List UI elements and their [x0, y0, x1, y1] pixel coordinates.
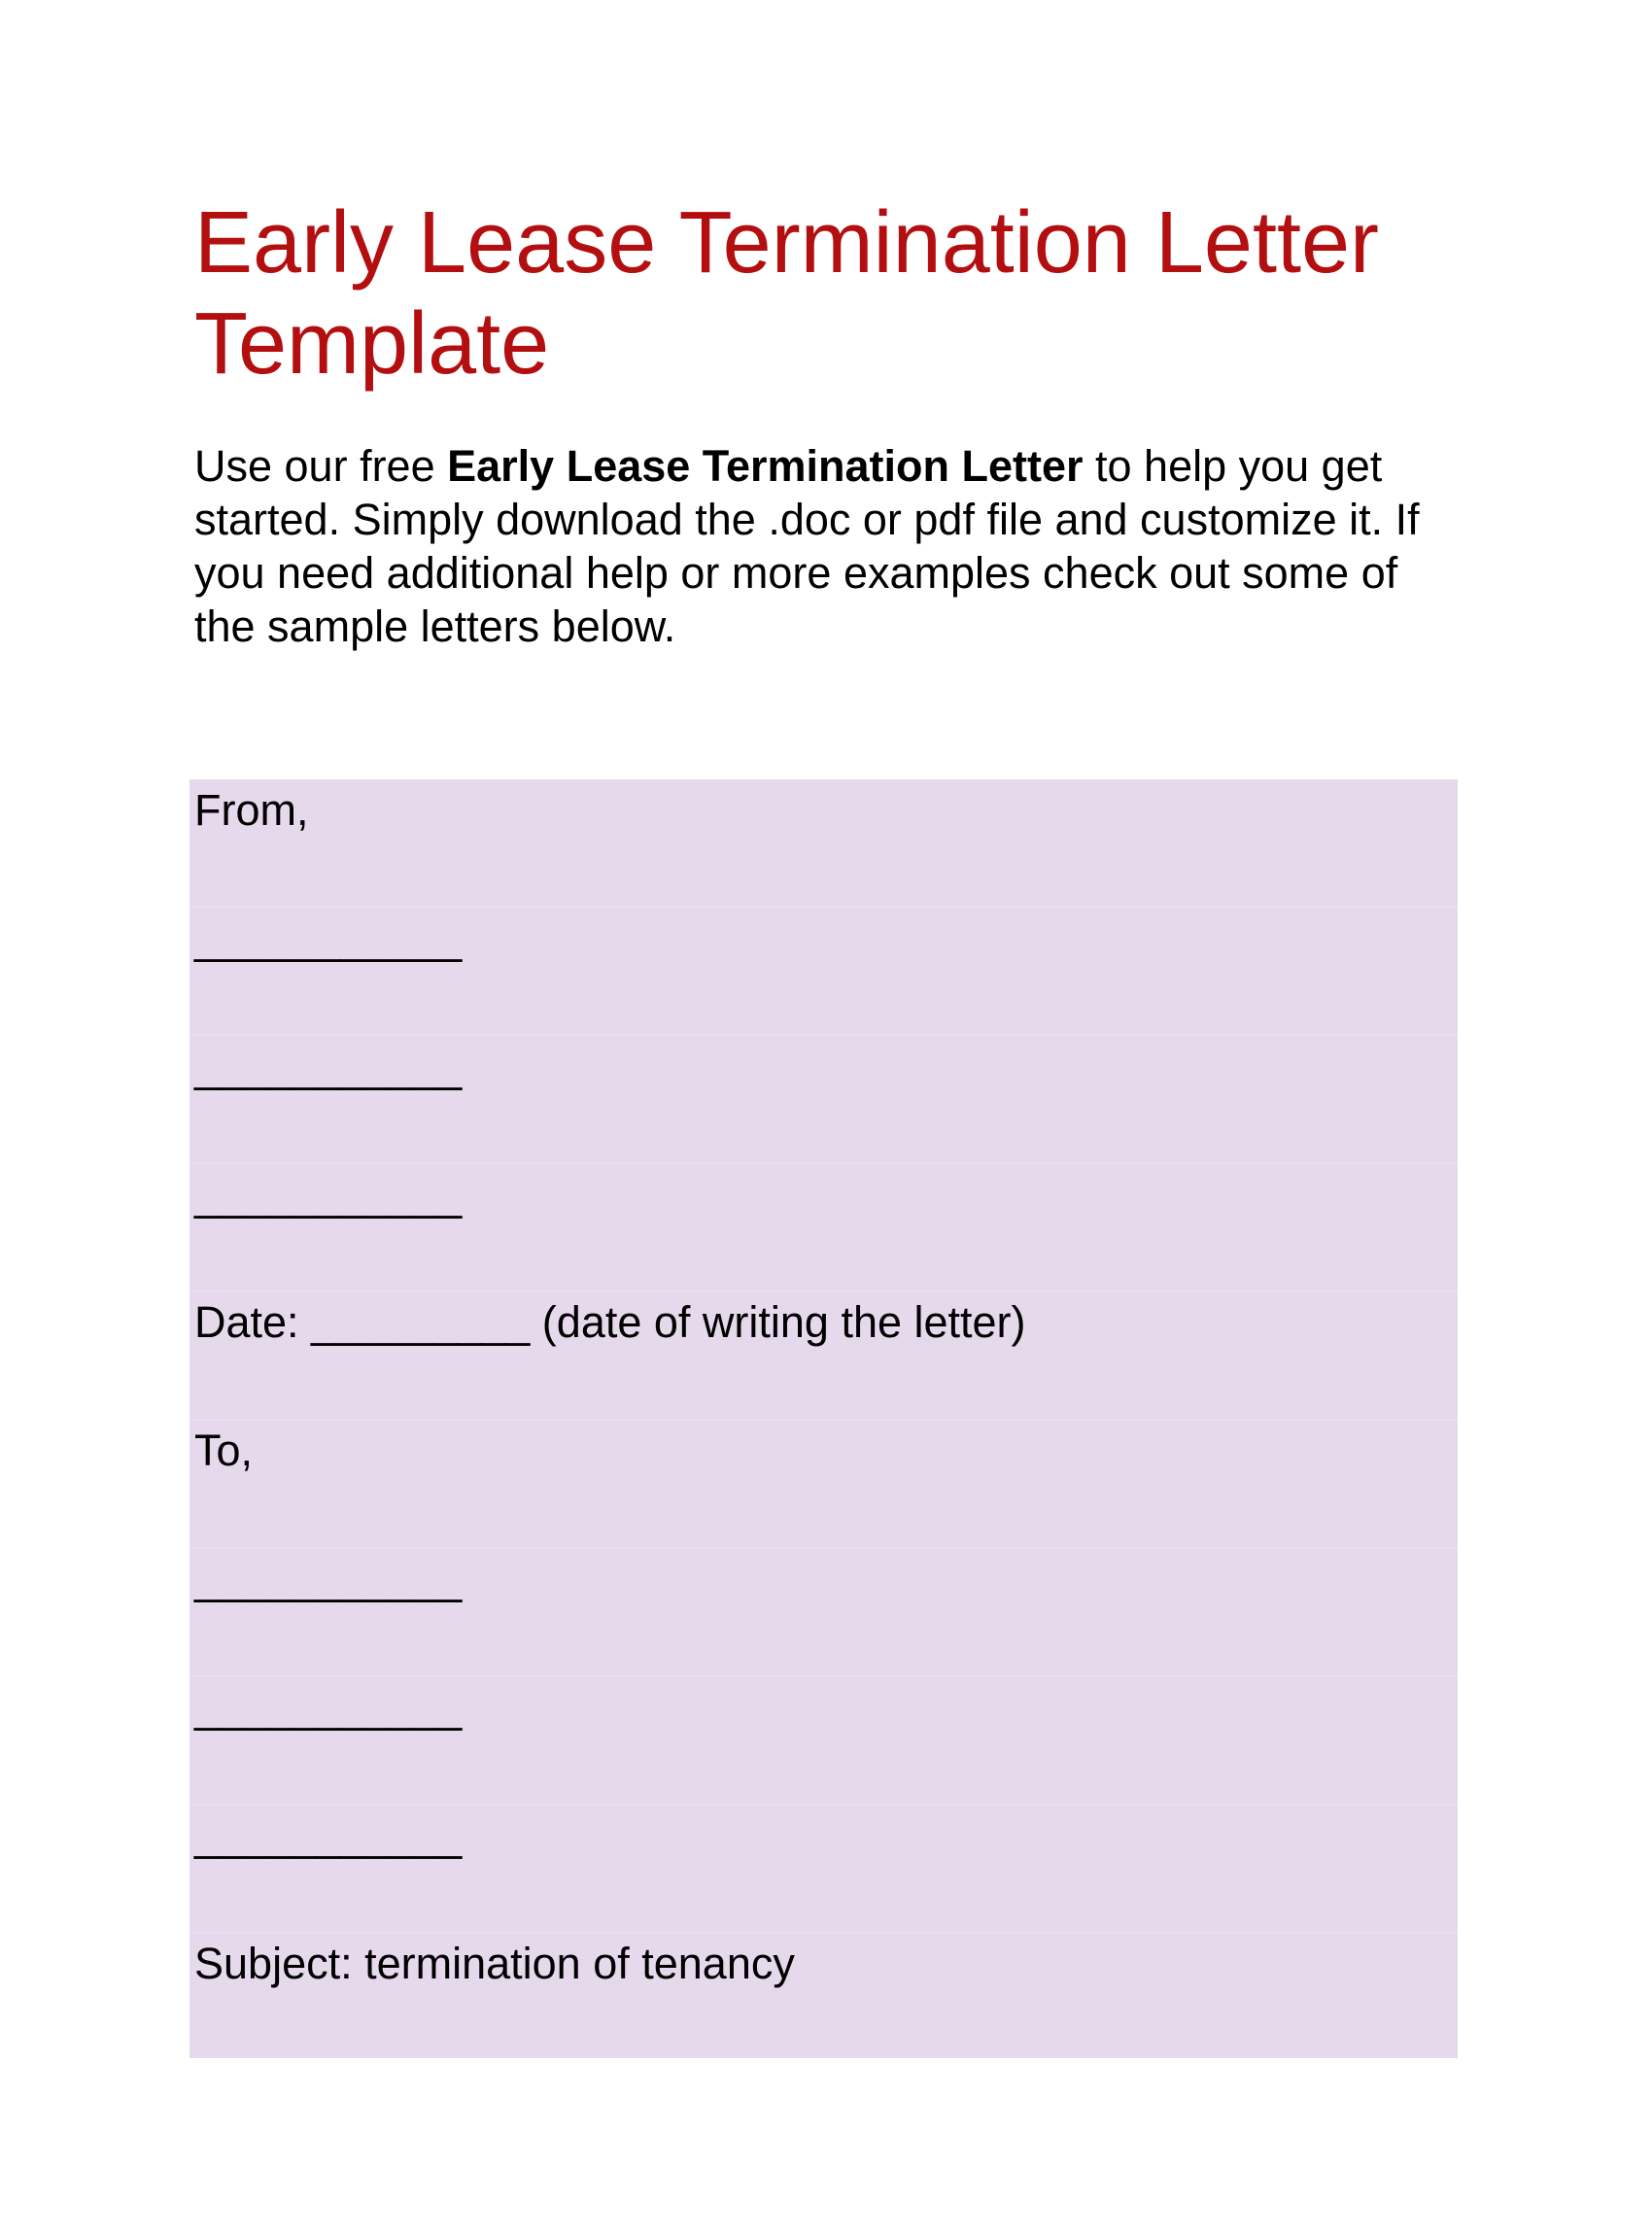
to-address-blank: ___________	[194, 1810, 463, 1860]
page-title: Early Lease Termination Letter Template	[194, 194, 1379, 393]
date-line: Date: _________ (date of writing the letter)	[194, 1297, 1026, 1347]
to-address-blank: ___________	[194, 1554, 463, 1603]
to-label: To,	[194, 1426, 254, 1475]
panel-divider	[189, 1290, 1458, 1292]
intro-bold-term: Early Lease Termination Letter	[447, 441, 1084, 491]
from-label: From,	[194, 785, 309, 835]
from-address-blank: ___________	[194, 1042, 463, 1091]
panel-divider	[189, 906, 1458, 908]
subject-line: Subject: termination of tenancy	[194, 1939, 795, 1988]
panel-divider	[189, 1547, 1458, 1549]
from-address-blank: ___________	[194, 1170, 463, 1220]
panel-divider	[189, 1162, 1458, 1164]
panel-divider	[189, 1419, 1458, 1421]
from-address-blank: ___________	[194, 913, 463, 963]
intro-paragraph	[194, 439, 1467, 653]
panel-divider	[189, 1675, 1458, 1677]
to-address-blank: ___________	[194, 1682, 463, 1732]
intro-text-end: to help you get started. Simply download the .doc or pdf file and customize it. If you need additional help or more examples check out some of the sample letters below.	[194, 441, 1420, 651]
panel-divider	[189, 1034, 1458, 1036]
panel-divider	[189, 1804, 1458, 1805]
intro-text-start: Use our free	[194, 441, 448, 491]
panel-divider	[189, 1932, 1458, 1934]
letter-template-panel	[189, 779, 1458, 2058]
